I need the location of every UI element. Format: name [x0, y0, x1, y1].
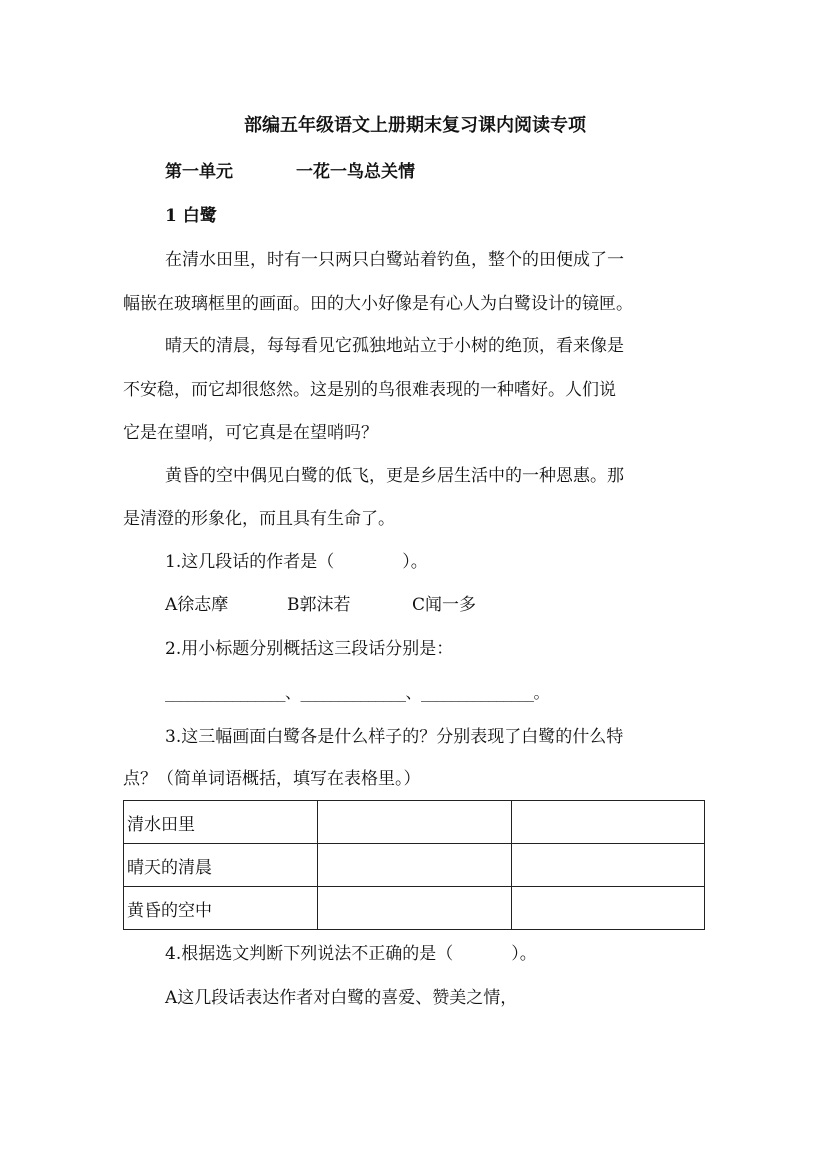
passage-line: 在清水田里，时有一只两只白鹭站着钓鱼，整个的田便成了一: [165, 250, 624, 270]
question-1-option-b[interactable]: B郭沫若: [287, 595, 351, 615]
answer-cell-trait[interactable]: [511, 844, 705, 887]
passage-line: 它是在望哨，可它真是在望哨吗？: [123, 423, 378, 443]
table-row: [124, 844, 705, 887]
question-1: [165, 550, 428, 574]
passage-line: 幅嵌在玻璃框里的画面。田的大小好像是有心人为白鹭设计的镜匣。: [123, 294, 633, 314]
question-4: [165, 942, 537, 966]
lesson-heading: 1 白鹭: [165, 206, 217, 226]
passage-line: 是清澄的形象化，而且具有生命了。: [123, 509, 395, 529]
question-4-option-a: A这几段话表达作者对白鹭的喜爱、赞美之情，: [165, 988, 518, 1008]
row-label: 晴天的清晨: [124, 844, 318, 887]
row-label: 黄昏的空中: [124, 887, 318, 930]
unit-label: 第一单元: [165, 162, 233, 182]
question-3-continued: 点？（简单词语概括，填写在表格里。）: [123, 769, 421, 789]
question-3: 3.这三幅画面白鹭各是什么样子的？分别表现了白鹭的什么特: [165, 727, 624, 747]
passage-line: 晴天的清晨，每每看见它孤独地站立于小树的绝顶，看来像是: [165, 336, 624, 356]
question-1-prefix: 1.这几段话的作者是（: [165, 552, 335, 572]
answer-cell-appearance[interactable]: [318, 887, 512, 930]
answer-cell-appearance[interactable]: [318, 844, 512, 887]
question-4-suffix: ）。: [511, 944, 537, 964]
answer-table: [123, 800, 705, 930]
question-1-suffix: ）。: [402, 552, 428, 572]
row-label: 清水田里: [124, 801, 318, 844]
question-4-prefix: 4.根据选文判断下列说法不正确的是（: [165, 944, 454, 964]
passage-line: 黄昏的空中偶见白鹭的低飞，更是乡居生活中的一种恩惠。那: [165, 466, 624, 486]
page-title: 部编五年级语文上册期末复习课内阅读专项: [244, 115, 586, 136]
question-1-option-a[interactable]: A徐志摩: [165, 595, 229, 615]
question-1-option-c[interactable]: C闻一多: [412, 595, 477, 615]
answer-cell-trait[interactable]: [511, 801, 705, 844]
table-row: [124, 801, 705, 844]
table-row: [124, 887, 705, 930]
question-2-answer-blanks[interactable]: ________________、______________、_______________。: [165, 683, 550, 702]
question-2: 2.用小标题分别概括这三段话分别是：: [165, 639, 454, 659]
passage-line: 不安稳，而它却很悠然。这是别的鸟很难表现的一种嗜好。人们说: [123, 380, 616, 400]
answer-cell-trait[interactable]: [511, 887, 705, 930]
unit-theme: 一花一鸟总关情: [296, 162, 415, 182]
answer-cell-appearance[interactable]: [318, 801, 512, 844]
